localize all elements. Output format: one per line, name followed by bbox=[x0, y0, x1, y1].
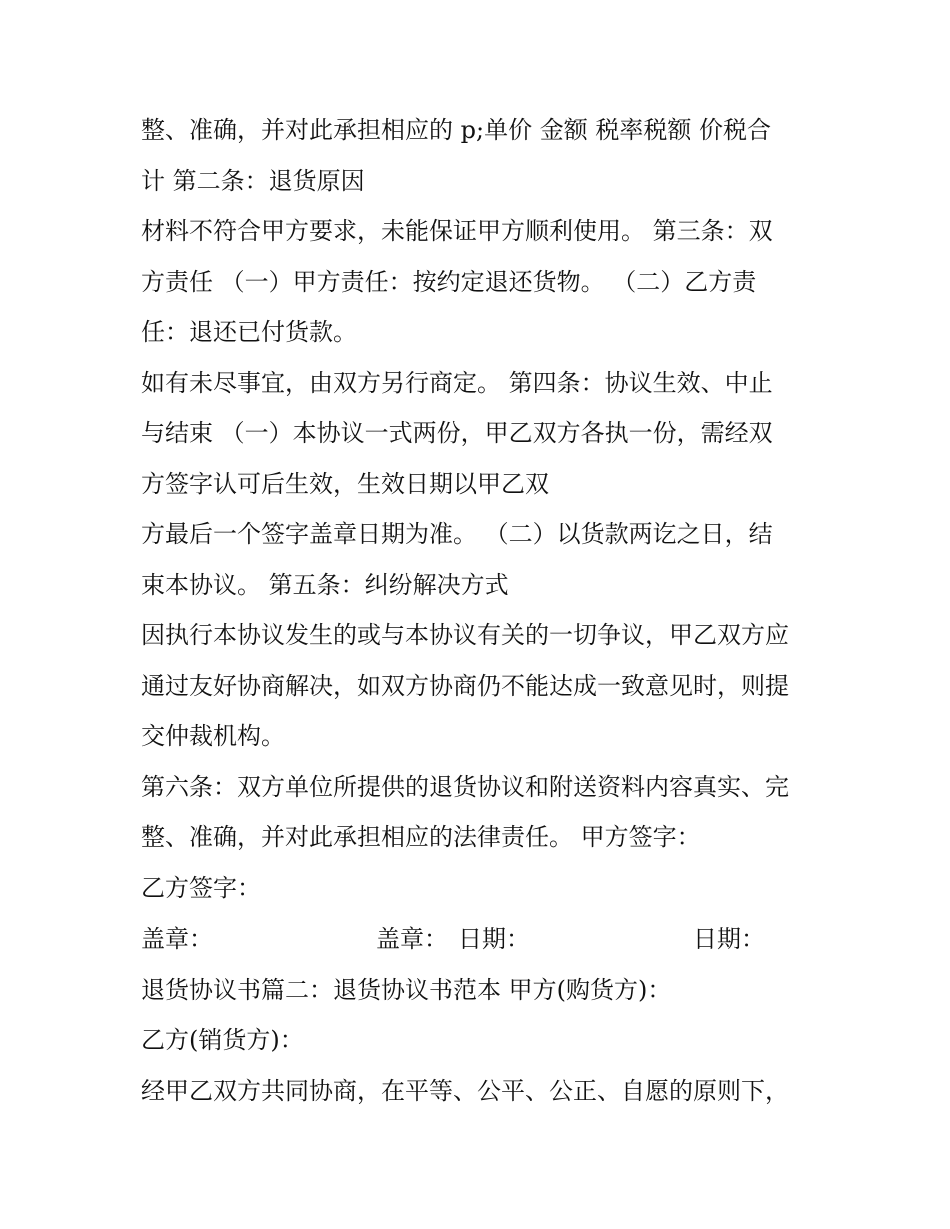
text-line: 乙方签字： bbox=[141, 874, 261, 902]
text-line: 通过友好协商解决，如双方协商仍不能达成一致意见时，则提 bbox=[141, 672, 789, 700]
date-label-party-a: 日期： bbox=[458, 925, 530, 953]
text-line: 退货协议书篇二：退货协议书范本 甲方(购货方)： bbox=[141, 976, 672, 1004]
text-line: 整、准确，并对此承担相应的 p;单价 金额 税率税额 价税合 bbox=[141, 116, 771, 144]
text-line: 交仲裁机构。 bbox=[141, 722, 285, 750]
text-line: 计 第二条：退货原因 bbox=[141, 167, 365, 195]
text-line: 第六条：双方单位所提供的退货协议和附送资料内容真实、完 bbox=[141, 773, 789, 801]
text-line: 束本协议。 第五条：纠纷解决方式 bbox=[141, 571, 509, 599]
text-line: 材料不符合甲方要求，未能保证甲方顺利使用。 第三条：双 bbox=[141, 217, 773, 245]
text-line: 方责任 （一）甲方责任：按约定退还货物。 （二）乙方责 bbox=[141, 268, 757, 296]
text-line: 整、准确，并对此承担相应的法律责任。 甲方签字： bbox=[141, 823, 701, 851]
seal-label-party-b: 盖章： bbox=[376, 925, 448, 953]
text-line: 与结束 （一）本协议一式两份，甲乙双方各执一份，需经双 bbox=[141, 419, 773, 447]
text-line: 任：退还已付货款。 bbox=[141, 318, 357, 346]
text-line: 如有未尽事宜，由双方另行商定。 第四条：协议生效、中止 bbox=[141, 369, 773, 397]
date-label-party-b: 日期： bbox=[693, 925, 765, 953]
text-line: 经甲乙双方共同协商，在平等、公平、公正、自愿的原则下， bbox=[141, 1077, 789, 1105]
text-line: 方最后一个签字盖章日期为准。 （二）以货款两讫之日，结 bbox=[141, 520, 773, 548]
seal-label-party-a: 盖章： bbox=[141, 925, 213, 953]
text-line: 乙方(销货方)： bbox=[141, 1026, 304, 1054]
text-line: 因执行本协议发生的或与本协议有关的一切争议，甲乙双方应 bbox=[141, 621, 789, 649]
text-line: 方签字认可后生效，生效日期以甲乙双 bbox=[141, 470, 549, 498]
